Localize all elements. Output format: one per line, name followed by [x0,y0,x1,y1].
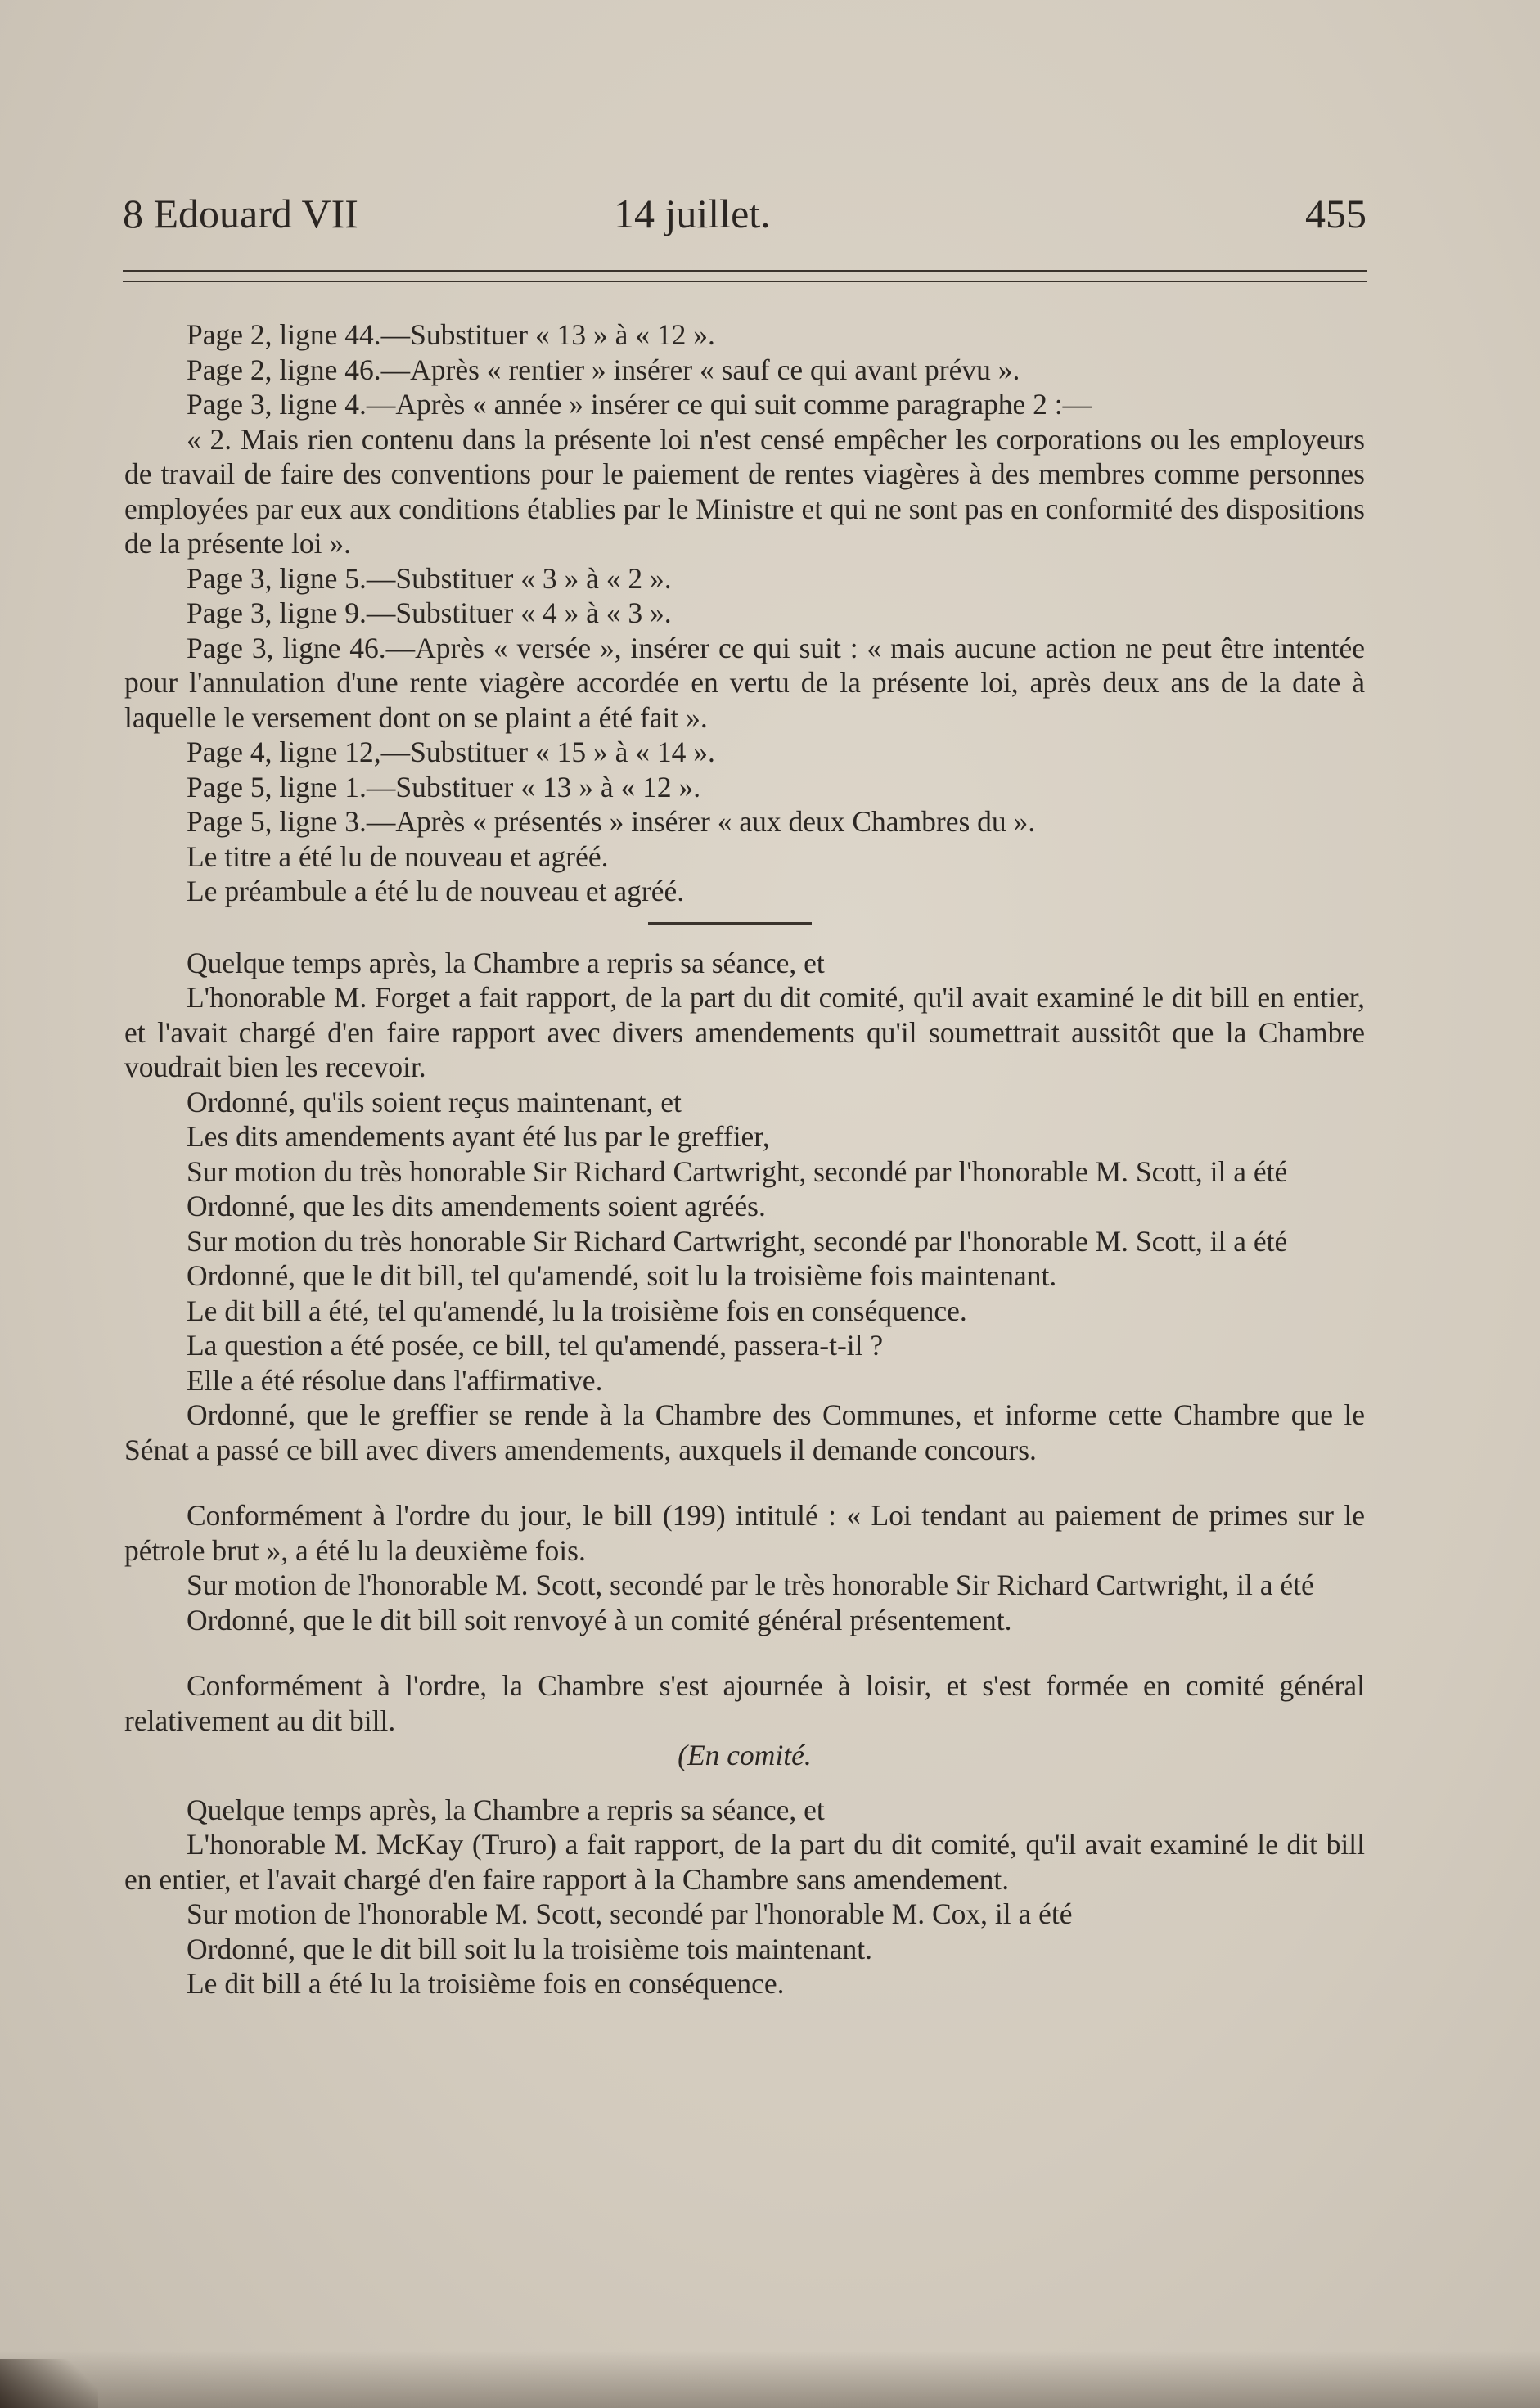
page-number: 455 [1305,191,1367,236]
amendment-line: Page 4, ligne 12,—Substituer « 15 » à « 14 ». [187,736,715,768]
proceeding-line: Le dit bill a été, tel qu'amendé, lu la troisième fois en conséquence. [187,1294,967,1327]
amendment-paragraph: « 2. Mais rien contenu dans la présente loi n'est censé empêcher les corporations ou les employeurs de travail de faire des conventions pour le paiement de rentes viagères à des membres comme personnes employées par eux aux conditions établies par le Ministre et qui ne sont pas en conformité des dispositions de la présente loi ». [124,422,1365,560]
amendment-line: Page 3, ligne 5.—Substituer « 3 » à « 2 ». [187,561,672,595]
amendment-line: Page 2, ligne 46.—Après « rentier » insérer « sauf ce qui avant prévu ». [187,353,1020,386]
proceeding-line: La question a été posée, ce bill, tel qu'amendé, passera-t-il ? [187,1329,884,1362]
order-line: Ordonné, que le dit bill soit lu la troisième tois maintenant. [187,1932,873,1965]
amendment-paragraph: Page 3, ligne 46.—Après « versée », insérer ce qui suit : « mais aucune action ne peut être intentée pour l'annulation d'une rente viagère accordée en vertu de la présente loi, après deux ans de la date à laquelle le versement dont on se plaint a été fait ». [124,631,1365,734]
amendment-line: Page 3, ligne 4.—Après « année » insérer ce qui suit comme paragraphe 2 :— [187,388,1092,421]
motion-paragraph: Sur motion du très honorable Sir Richard Cartwright, secondé par l'honorable M. Scott, il a été [187,1224,1288,1258]
spacer [124,1637,1365,1668]
proceeding-line: Quelque temps après, la Chambre a repris sa séance, et [187,1793,825,1826]
preamble-agreed-line: Le préambule a été lu de nouveau et agréé. [187,875,685,907]
order-line: Ordonné, que les dits amendements soient agréés. [187,1190,766,1222]
journal-body [124,317,1365,2001]
regnal-year: 8 Edouard VII [123,191,358,236]
amendment-line: Page 5, ligne 3.—Après « présentés » insérer « aux deux Chambres du ». [187,805,1036,838]
spacer [124,1773,1365,1793]
title-agreed-line: Le titre a été lu de nouveau et agréé. [187,839,609,873]
order-line: Ordonné, que le dit bill, tel qu'amendé, soit lu la troisième fois maintenant. [187,1259,1057,1292]
proceeding-paragraph: L'honorable M. Forget a fait rapport, de la part du dit comité, qu'il avait examiné le dit bill en entier, et l'avait chargé d'en faire rapport avec divers amendements qu'il soumettrait aussitôt que la Chambre voudrait bien les recevoir. [124,981,1365,1083]
proceeding-line: Les dits amendements ayant été lus par le greffier, [187,1120,770,1153]
date-heading: 14 juillet. [614,191,771,236]
page-corner-shadow [0,2359,98,2408]
proceeding-line: Quelque temps après, la Chambre a repris sa séance, et [187,946,825,979]
proceeding-line: Elle a été résolue dans l'affirmative. [187,1363,603,1397]
amendment-line: Page 2, ligne 44.—Substituer « 13 » à « 12 ». [187,318,715,351]
amendment-line: Page 5, ligne 1.—Substituer « 13 » à « 12 ». [187,770,701,803]
amendment-line: Page 3, ligne 9.—Substituer « 4 » à « 3 ». [187,596,672,629]
section-divider [648,922,812,925]
order-line: Ordonné, que le dit bill soit renvoyé à un comité général présentement. [187,1603,1012,1636]
motion-paragraph: Sur motion de l'honorable M. Scott, secondé par l'honorable M. Cox, il a été [187,1897,1073,1930]
in-committee-heading: (En comité. [678,1739,812,1771]
proceeding-line: Le dit bill a été lu la troisième fois en conséquence. [187,1967,785,2000]
proceeding-line: Ordonné, qu'ils soient reçus maintenant, et [187,1085,682,1118]
page-header [123,190,1367,247]
proceeding-paragraph: L'honorable M. McKay (Truro) a fait rapport, de la part du dit comité, qu'il avait examiné le dit bill en entier, et l'avait chargé d'en faire rapport à la Chambre sans amendement. [124,1828,1365,1896]
header-double-rule [123,270,1367,282]
bill-reading-paragraph: Conformément à l'ordre du jour, le bill (199) intitulé : « Loi tendant au paiement de primes sur le pétrole brut », a été lu la deuxième fois. [124,1499,1365,1567]
spacer [124,1467,1365,1498]
motion-paragraph: Sur motion de l'honorable M. Scott, secondé par le très honorable Sir Richard Cartwright, il a été [187,1569,1314,1601]
motion-paragraph: Sur motion du très honorable Sir Richard Cartwright, secondé par l'honorable M. Scott, il a été [187,1154,1288,1188]
order-paragraph: Ordonné, que le greffier se rende à la Chambre des Communes, et informe cette Chambre que le Sénat a passé ce bill avec divers amendements, auxquels il demande concours. [124,1398,1365,1466]
page-edge-shadow [0,2351,1540,2408]
committee-paragraph: Conformément à l'ordre, la Chambre s'est ajournée à loisir, et s'est formée en comité général relativement au dit bill. [124,1669,1365,1737]
